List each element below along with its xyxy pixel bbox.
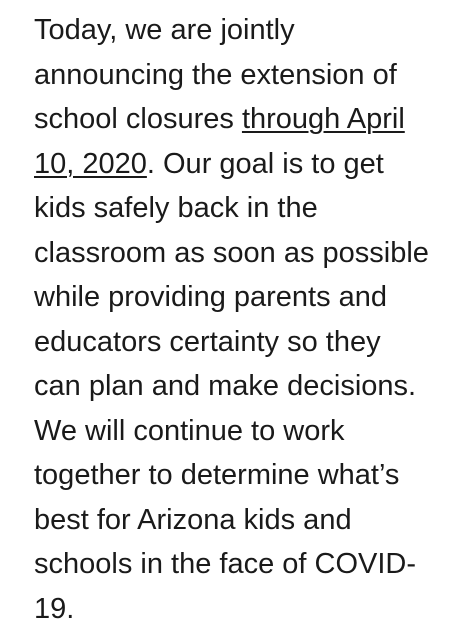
date-link[interactable]: through April — [241, 103, 405, 135]
text-line: 19. — [34, 592, 75, 625]
text-segment: . Our goal is to get — [146, 147, 384, 180]
text-line: kids safely back in the — [34, 192, 318, 224]
text-line — [34, 97, 454, 142]
text-line: can plan and make decisions. — [34, 370, 417, 402]
text-line: announcing the extension of — [34, 58, 397, 91]
text-line — [34, 142, 454, 187]
text-segment: school closures — [34, 103, 242, 135]
text-line: Today, we are jointly — [34, 14, 295, 46]
text-line: while providing parents and — [34, 281, 388, 313]
statement-paragraph — [34, 8, 454, 631]
text-line: educators certainty so they — [34, 325, 381, 358]
text-line: classroom as soon as possible — [34, 236, 429, 269]
text-line: schools in the face of COVID- — [34, 548, 416, 580]
text-line: together to determine what’s — [34, 459, 400, 491]
text-line: best for Arizona kids and — [34, 503, 352, 536]
date-link[interactable]: 10, 2020 — [34, 147, 147, 180]
text-line: We will continue to work — [34, 414, 345, 447]
